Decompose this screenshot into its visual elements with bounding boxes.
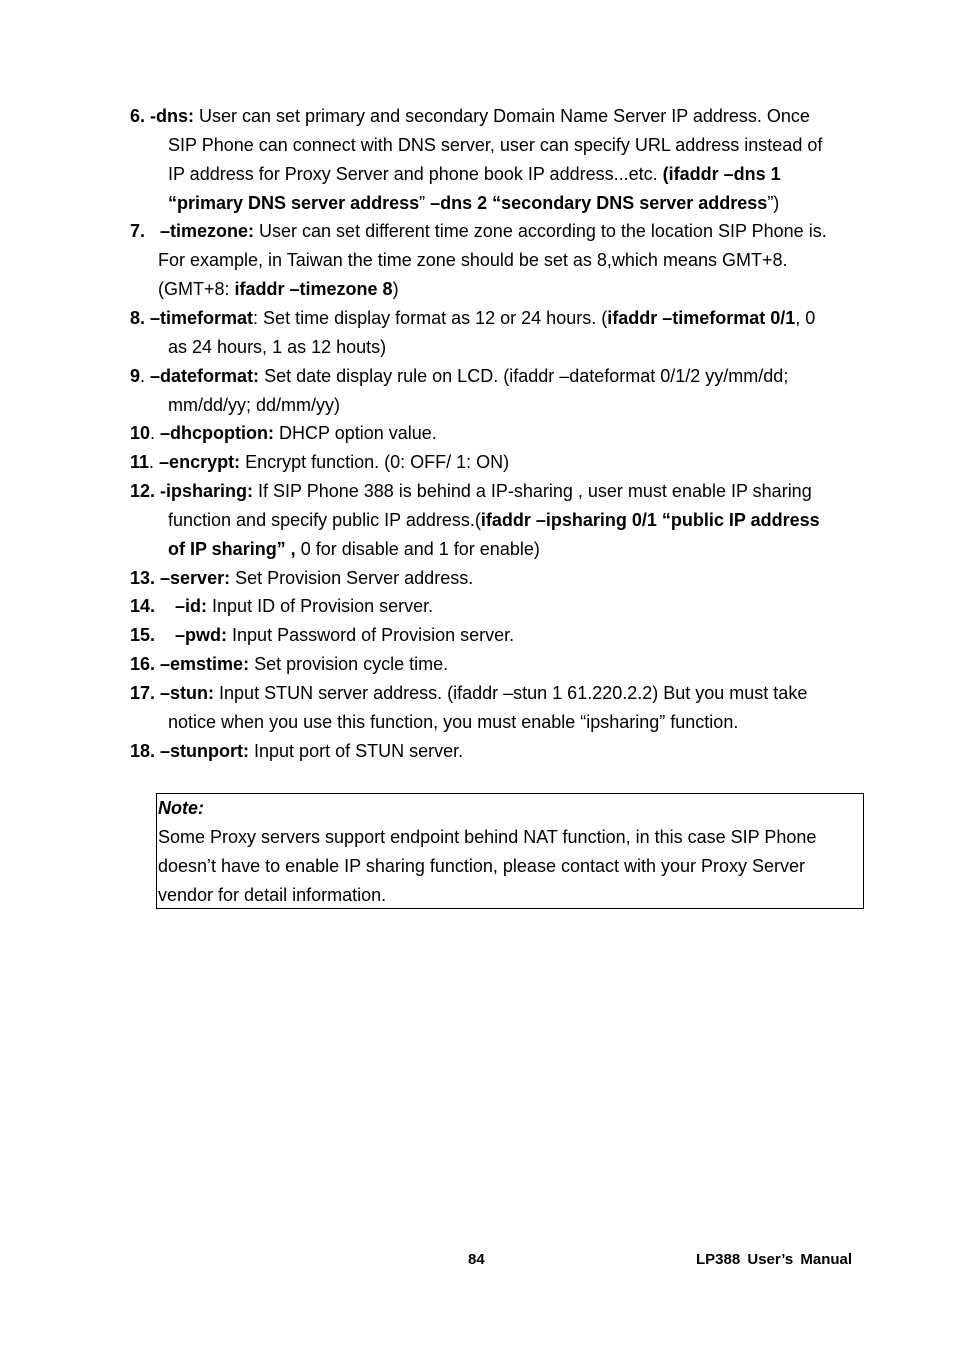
bold-text: –encrypt: <box>159 452 241 472</box>
text: . <box>140 366 151 386</box>
item-line <box>130 391 870 420</box>
item-line <box>130 477 870 506</box>
text: as 24 hours, 1 as 12 houts) <box>168 337 387 357</box>
text: Input port of STUN server. <box>249 741 464 761</box>
bold-text: 14. –id: <box>130 596 208 616</box>
bold-text: 9 <box>130 366 141 386</box>
text: mm/dd/yy; dd/mm/yy) <box>168 395 341 415</box>
text: DHCP option value. <box>274 423 437 443</box>
parameter-item <box>130 679 870 737</box>
parameter-item <box>130 737 870 766</box>
text: SIP Phone can connect with DNS server, user can specify URL address instead of <box>168 135 823 155</box>
text: Input ID of Provision server. <box>207 596 434 616</box>
item-line <box>130 506 870 535</box>
bold-text: 6. -dns: <box>130 106 195 126</box>
parameter-item <box>130 419 870 448</box>
bold-text: 11 <box>130 452 150 472</box>
item-line <box>130 708 870 737</box>
manual-title: LP388 User’s Manual <box>696 1251 853 1268</box>
item-line <box>130 131 870 160</box>
text: Set provision cycle time. <box>249 654 449 674</box>
text: : Set time display format as 12 or 24 hours. ( <box>253 308 608 328</box>
item-line <box>130 246 870 275</box>
bold-text: 17. –stun: <box>130 683 215 703</box>
text: Input STUN server address. (ifaddr –stun 1 61.220.2.2) But you must take <box>214 683 808 703</box>
item-line <box>130 217 870 246</box>
item-line <box>130 362 870 391</box>
bold-text: 12. -ipsharing: <box>130 481 254 501</box>
item-line <box>130 189 870 218</box>
text: Input Password of Provision server. <box>227 625 515 645</box>
bold-text: ifaddr –timeformat 0/1 <box>607 308 796 328</box>
item-line <box>130 535 870 564</box>
item-line <box>130 592 870 621</box>
item-line <box>130 679 870 708</box>
note-line: vendor for detail information. <box>158 885 387 905</box>
item-line <box>130 275 870 304</box>
text: ) <box>392 279 399 299</box>
bold-text: 10 <box>130 423 151 443</box>
text: , 0 <box>795 308 816 328</box>
bold-text: –dhcpoption: <box>160 423 275 443</box>
bold-text: –dateformat: <box>150 366 260 386</box>
parameter-item <box>130 217 870 304</box>
parameter-item <box>130 592 870 621</box>
text: For example, in Taiwan the time zone should be set as 8,which means GMT+8. <box>158 250 788 270</box>
bold-text: 7. –timezone: <box>130 221 255 241</box>
bold-text: ifaddr –ipsharing 0/1 “public IP address <box>480 510 820 530</box>
item-line <box>130 102 870 131</box>
text: Set Provision Server address. <box>230 568 474 588</box>
bold-text: 13. –server: <box>130 568 231 588</box>
item-line <box>130 564 870 593</box>
note-box <box>156 793 864 909</box>
text: notice when you use this function, you must enable “ipsharing” function. <box>168 712 739 732</box>
item-line <box>130 448 870 477</box>
text: . <box>149 452 160 472</box>
bold-text: 8. –timeformat <box>130 308 254 328</box>
text: ” <box>419 193 431 213</box>
text: function and specify public IP address.( <box>168 510 481 530</box>
note-line: Some Proxy servers support endpoint behind NAT function, in this case SIP Phone <box>158 827 817 847</box>
note-title: Note: <box>158 798 204 818</box>
parameter-item <box>130 304 870 362</box>
item-line <box>130 650 870 679</box>
bold-text: ifaddr –timezone 8 <box>234 279 393 299</box>
item-line <box>130 160 870 189</box>
bold-text: “primary DNS server address <box>168 193 420 213</box>
parameter-item <box>130 102 870 218</box>
parameter-item <box>130 362 870 420</box>
text: User can set different time zone according to the location SIP Phone is. <box>254 221 827 241</box>
item-line <box>130 333 870 362</box>
text: Set date display rule on LCD. (ifaddr –dateformat 0/1/2 yy/mm/dd; <box>259 366 789 386</box>
text: Encrypt function. (0: OFF/ 1: ON) <box>240 452 510 472</box>
parameter-item <box>130 650 870 679</box>
text: (GMT+8: <box>158 279 235 299</box>
parameter-item <box>130 477 870 564</box>
text: 0 for disable and 1 for enable) <box>295 539 540 559</box>
bold-text: –dns 2 “secondary DNS server address <box>430 193 768 213</box>
text: User can set primary and secondary Domain Name Server IP address. Once <box>194 106 810 126</box>
bold-text: of IP sharing” , <box>168 539 296 559</box>
item-line <box>130 419 870 448</box>
note-line: doesn’t have to enable IP sharing function, please contact with your Proxy Server <box>158 856 806 876</box>
text: ”) <box>767 193 780 213</box>
bold-text: 15. –pwd: <box>130 625 228 645</box>
bold-text: (ifaddr –dns 1 <box>662 164 781 184</box>
item-line <box>130 737 870 766</box>
page-number: 84 <box>468 1251 485 1268</box>
text: . <box>150 423 161 443</box>
bold-text: 18. –stunport: <box>130 741 250 761</box>
text: IP address for Proxy Server and phone book IP address...etc. <box>168 164 663 184</box>
parameter-item <box>130 621 870 650</box>
bold-text: 16. –emstime: <box>130 654 250 674</box>
item-line <box>130 621 870 650</box>
item-line <box>130 304 870 333</box>
parameter-item <box>130 448 870 477</box>
text: If SIP Phone 388 is behind a IP-sharing , user must enable IP sharing <box>253 481 812 501</box>
parameter-item <box>130 564 870 593</box>
